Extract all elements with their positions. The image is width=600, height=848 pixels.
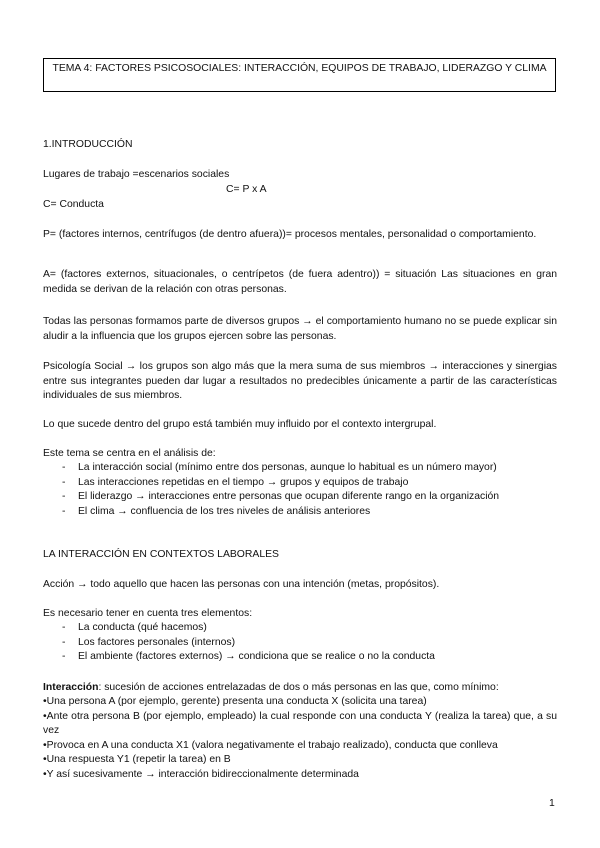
- paragraph-intergroup-context: Lo que sucede dentro del grupo está también muy influido por el contexto intergrupal.: [43, 419, 437, 430]
- page-number: 1: [549, 798, 555, 809]
- list-item: - La interacción social (mínimo entre dos personas, aunque lo habitual es un número mayor): [43, 461, 557, 476]
- section-heading-interaccion: LA INTERACCIÓN EN CONTEXTOS LABORALES: [43, 549, 279, 560]
- paragraph-groups: Todas las personas formamos parte de diversos grupos → el comportamiento humano no se puede explicar sin aludir a la influencia que los grupos ejercen sobre las personas.: [43, 316, 557, 342]
- paragraph-social-psychology: Psicología Social → los grupos son algo más que la mera suma de sus miembros → interacciones y sinergias entre sus integrantes pueden dar lugar a resultados no predecibles únicamente a partir de las características individuales de sus miembros.: [43, 361, 557, 401]
- accion-definition: Acción → todo aquello que hacen las personas con una intención (metas, propósitos).: [43, 579, 440, 590]
- interaccion-text: : sucesión de acciones entrelazadas de dos o más personas en las que, como mínimo:: [98, 682, 499, 693]
- elements-list: [43, 621, 557, 665]
- focus-intro: Este tema se centra en el análisis de:: [43, 448, 216, 459]
- section-heading-introduccion: 1.INTRODUCCIÓN: [43, 139, 133, 150]
- list-item: - La conducta (qué hacemos): [43, 621, 557, 636]
- c-definition: C= Conducta: [43, 199, 104, 210]
- list-item: - El clima → confluencia de los tres niveles de análisis anteriores: [43, 505, 557, 520]
- list-item: - El liderazgo → interacciones entre personas que ocupan diferente rango en la organización: [43, 490, 557, 505]
- bullet-item: •Una persona A (por ejemplo, gerente) presenta una conducta X (solicita una tarea): [43, 696, 427, 707]
- list-item: - Las interacciones repetidas en el tiempo → grupos y equipos de trabajo: [43, 476, 557, 491]
- bullet-item: •Ante otra persona B (por ejemplo, empleado) la cual responde con una conducta Y (realiza la tarea) que, a su vez: [43, 710, 557, 736]
- interaccion-term: Interacción: [43, 682, 99, 693]
- bullet-item: •Y así sucesivamente → interacción bidireccionalmente determinada: [43, 768, 359, 780]
- interaction-bullets: [43, 695, 557, 782]
- formula: C= P x A: [226, 184, 267, 195]
- bullet-item: •Provoca en A una conducta X1 (valora negativamente el trabajo realizado), conducta que conlleva: [43, 739, 498, 751]
- intro-line: Lugares de trabajo =escenarios sociales: [43, 169, 230, 180]
- elements-intro: Es necesario tener en cuenta tres elementos:: [43, 608, 253, 619]
- a-definition: A= (factores externos, situacionales, o centrípetos (de fuera adentro)) = situación Las situaciones en gran medida se derivan de la relación con otras personas.: [43, 269, 557, 295]
- interaccion-definition: [43, 681, 557, 696]
- title-box: [43, 58, 556, 92]
- bullet-item: •Una respuesta Y1 (repetir la tarea) en B: [43, 754, 231, 765]
- list-item: - El ambiente (factores externos) → condiciona que se realice o no la conducta: [43, 650, 557, 665]
- p-definition: P= (factores internos, centrífugos (de dentro afuera))= procesos mentales, personalidad o comportamiento.: [43, 229, 537, 240]
- document-title: TEMA 4: FACTORES PSICOSOCIALES: INTERACCIÓN, EQUIPOS DE TRABAJO, LIDERAZGO Y CLIMA: [52, 63, 547, 74]
- focus-list: [43, 461, 557, 519]
- list-item: - Los factores personales (internos): [43, 636, 557, 651]
